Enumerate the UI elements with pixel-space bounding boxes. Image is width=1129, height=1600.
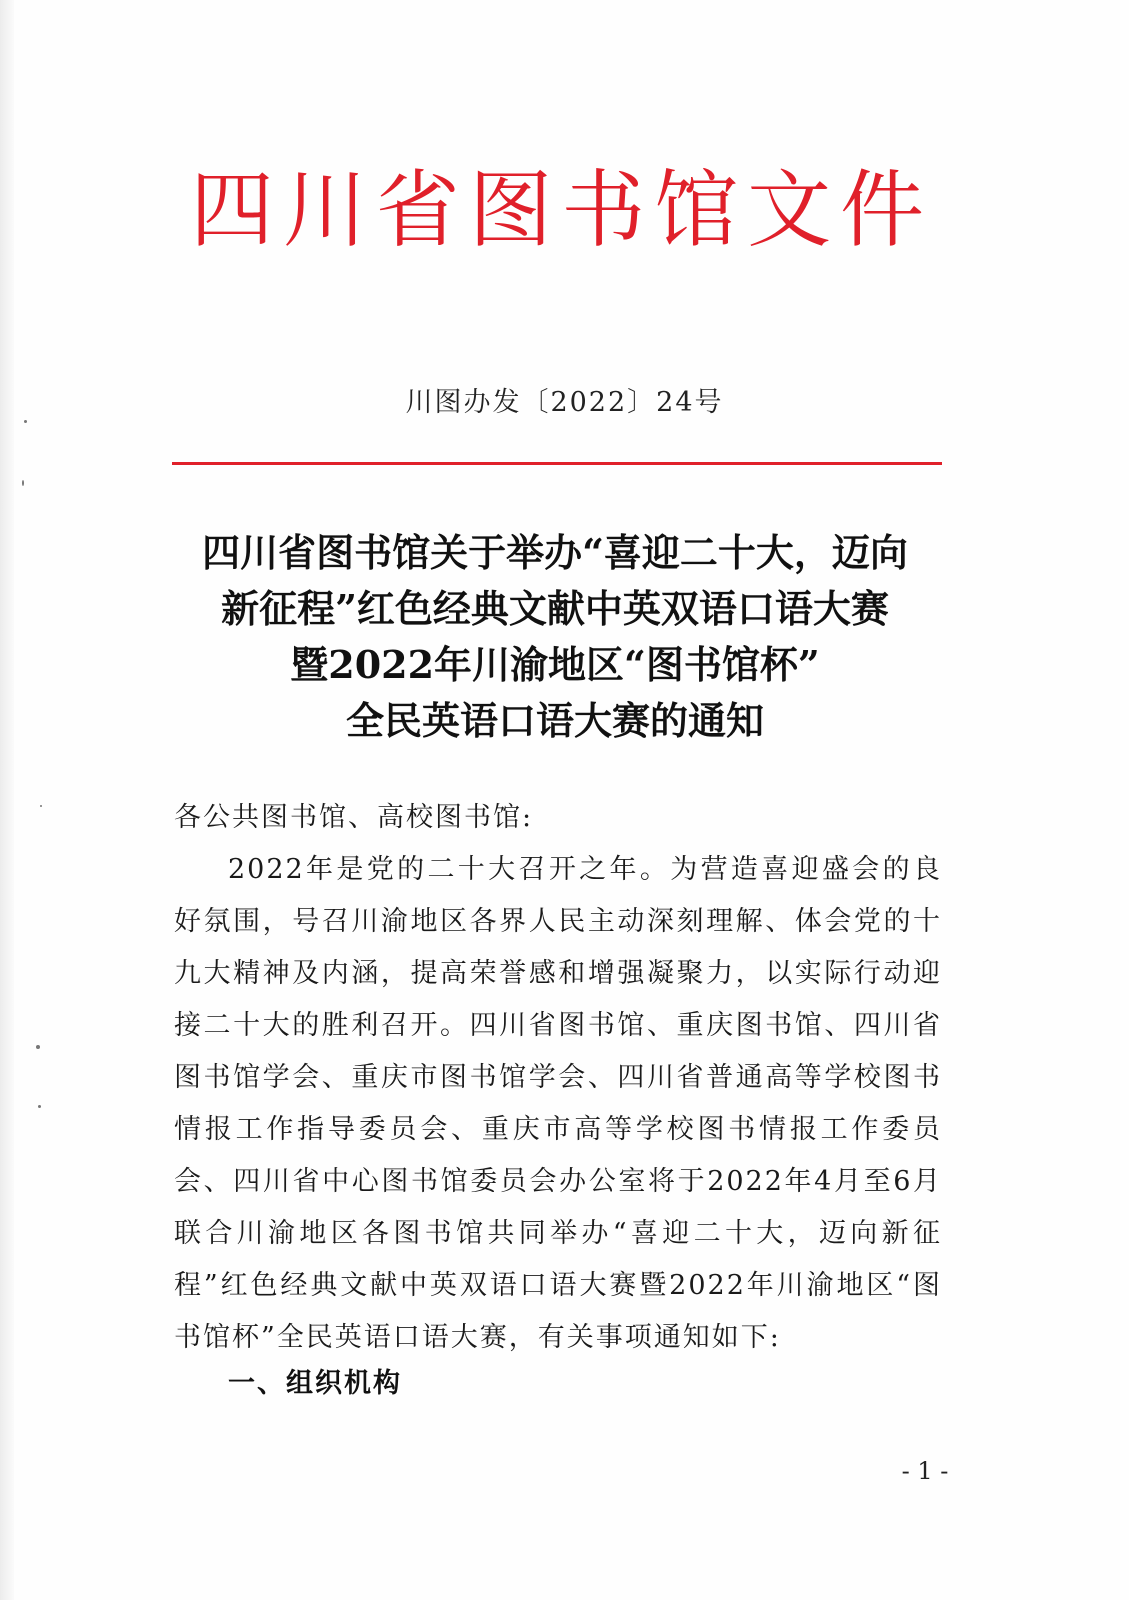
scan-speck — [40, 805, 42, 807]
scan-edge — [0, 0, 14, 1600]
scan-speck — [38, 1105, 41, 1108]
red-divider-line — [172, 462, 942, 465]
notice-title-line: 全民英语口语大赛的通知 — [345, 698, 764, 743]
notice-title-line: 四川省图书馆关于举办“喜迎二十大，迈向 — [202, 530, 908, 575]
document-header-title: 四川省图书馆文件 — [190, 161, 930, 259]
salutation: 各公共图书馆、高校图书馆: — [174, 802, 534, 833]
page-number: - 1 - — [901, 1457, 949, 1485]
section-heading: 一、组织机构 — [228, 1368, 402, 1399]
scan-speck — [22, 480, 24, 486]
notice-title-line: 暨2022年川渝地区“图书馆杯” — [290, 642, 820, 687]
notice-title-line: 新征程”红色经典文献中英双语口语大赛 — [221, 586, 889, 631]
document-number: 川图办发〔2022〕24号 — [405, 387, 724, 418]
scan-speck — [24, 420, 27, 423]
body-paragraph: 2022年是党的二十大召开之年。为营造喜迎盛会的良好氛围，号召川渝地区各界人民主动深刻理解、体会党的十九大精神及内涵，提高荣誉感和增强凝聚力，以实际行动迎接二十大的胜利召开。四川省图书馆、重庆图书馆、四川省图书馆学会、重庆市图书馆学会、四川省普通高等学校图书情报工作指导委员会、重庆市高等学校图书情报工作委员会、四川省中心图书馆委员会办公室将于2022年4月至6月联合川渝地区各图书馆共同举办“喜迎二十大，迈向新征程”红色经典文献中英双语口语大赛暨2022年川渝地区“图书馆杯”全民英语口语大赛，有关事项通知如下: — [174, 854, 942, 1353]
notice-title — [150, 525, 960, 749]
scan-speck — [36, 1045, 40, 1049]
